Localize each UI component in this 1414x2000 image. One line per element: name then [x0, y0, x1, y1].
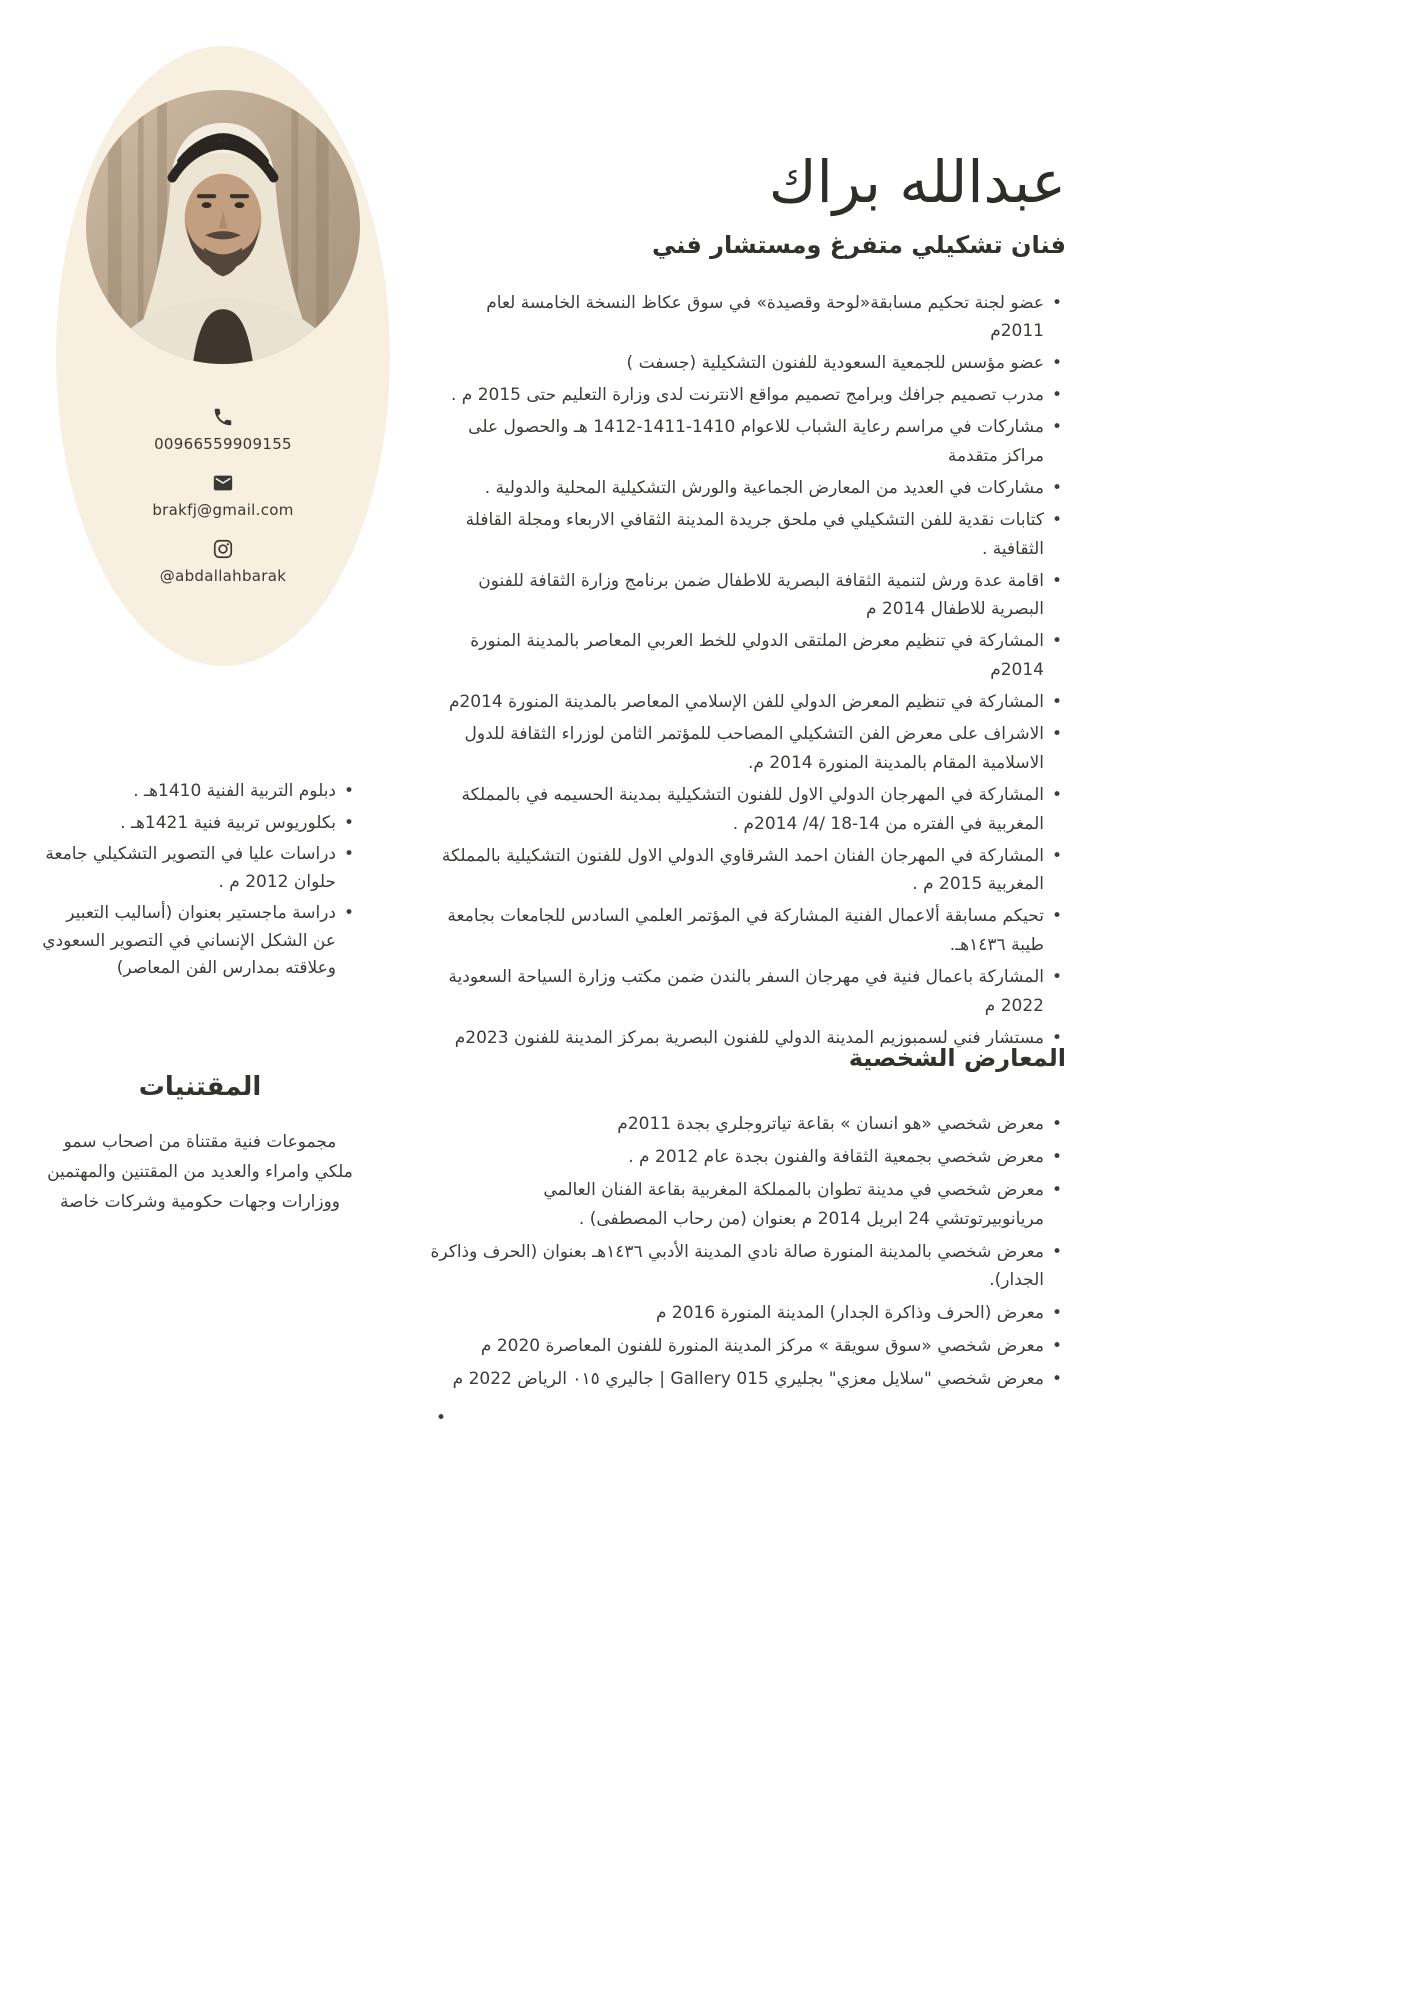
experience-list	[430, 289, 1066, 1053]
collections-text: مجموعات فنية مقتناة من اصحاب سمو ملكي وامراء والعديد من المقتنين والمهتمين ووزارات وجهات حكومية وشركات خاصة	[47, 1132, 353, 1212]
sidebar-oval-background	[56, 46, 390, 666]
experience-item: • مستشار فني لسمبوزيم المدينة الدولي للفنون البصرية بمركز المدينة للفنون 2023م	[430, 1024, 1066, 1053]
instagram-handle: @abdallahbarak	[159, 567, 287, 585]
exhibition-item: • معرض شخصي «سوق سويقة » مركز المدينة المنورة للفنون المعاصرة 2020 م	[430, 1332, 1066, 1361]
contact-phone	[154, 406, 292, 453]
page-subtitle: فنان تشكيلي متفرغ ومستشار فني	[652, 230, 1066, 259]
phone-number: 00966559909155	[154, 435, 292, 453]
experience-item: • مدرب تصميم جرافك وبرامج تصميم مواقع الانترنت لدى وزارة التعليم حتى 2015 م .	[430, 381, 1066, 410]
profile-photo	[86, 90, 360, 364]
experience-item: • الاشراف على معرض الفن التشكيلي المصاحب للمؤتمر الثامن لوزراء الثقافة للدول الاسلامية المقام بالمدينة المنورة 2014 م.	[430, 720, 1066, 778]
exhibitions-title: المعارض الشخصية	[848, 1044, 1066, 1072]
education-item: • دراسة ماجستير بعنوان (أساليب التعبير عن الشكل الإنساني في التصوير السعودي وعلاقته بمدارس الفن المعاصر)	[42, 900, 358, 983]
phone-icon	[212, 406, 234, 428]
exhibitions-section	[430, 1044, 1066, 1428]
exhibition-item: • معرض شخصي بجمعية الثقافة والفنون بجدة عام 2012 م .	[430, 1143, 1066, 1172]
education-list	[42, 778, 358, 987]
collections-section	[42, 1072, 358, 1217]
exhibition-item: • معرض شخصي «هو انسان » بقاعة تياتروجلري بجدة 2011م	[430, 1110, 1066, 1139]
exhibition-item: • معرض شخصي في مدينة تطوان بالمملكة المغربية بقاعة الفنان العالمي مريانوبيرتوتشي 24 ابريل 2014 م بعنوان (من رحاب المصطفى) .	[430, 1176, 1066, 1234]
envelope-icon	[212, 472, 234, 494]
experience-item: • تحيكم مسابقة ألاعمال الفنية المشاركة في المؤتمر العلمي السادس للجامعات بجامعة طيبة ١٤٣٦هـ.	[430, 902, 1066, 960]
portrait-illustration	[86, 90, 360, 364]
main-header	[430, 146, 1066, 1056]
experience-item: • المشاركة في المهرجان الدولي الاول للفنون التشكيلية بمدينة الحسيمه في بالمملكة المغربية في الفتره من 14-18 /4/ 2014م .	[430, 781, 1066, 839]
empty-bullet: •	[436, 1408, 447, 1429]
experience-item: • اقامة عدة ورش لتنمية الثقافة البصرية للاطفال ضمن برنامج وزارة الثقافة للفنون البصرية للاطفال 2014 م	[430, 567, 1066, 625]
exhibition-item: • معرض شخصي "سلايل معزي" بجليري Gallery 015 | جاليري ٠١٥ الرياض 2022 م	[430, 1365, 1066, 1394]
collections-title: المقتنيات	[138, 1072, 262, 1102]
education-item: • بكلوريوس تربية فنية 1421هـ .	[42, 810, 358, 838]
experience-item: • مشاركات في العديد من المعارض الجماعية والورش التشكيلية المحلية والدولية .	[430, 474, 1066, 503]
email-address: brakfj@gmail.com	[152, 501, 294, 519]
contact-instagram	[160, 538, 286, 585]
experience-item: • مشاركات في مراسم رعاية الشباب للاعوام 1410-1411-1412 هـ والحصول على مراكز متقدمة	[430, 413, 1066, 471]
experience-item: • المشاركة في تنظيم المعرض الدولي للفن الإسلامي المعاصر بالمدينة المنورة 2014م	[430, 688, 1066, 717]
education-item: • دراسات عليا في التصوير التشكيلي جامعة حلوان 2012 م .	[42, 841, 358, 896]
experience-item: • المشاركة في تنظيم معرض الملتقى الدولي للخط العربي المعاصر بالمدينة المنورة 2014م	[430, 627, 1066, 685]
experience-item: • كتابات نقدية للفن التشكيلي في ملحق جريدة المدينة الثقافي الاربعاء ومجلة القافلة الثقافية .	[430, 506, 1066, 564]
experience-item: • المشاركة باعمال فنية في مهرجان السفر بالندن ضمن مكتب وزارة السياحة السعودية 2022 م	[430, 963, 1066, 1021]
experience-item: • عضو مؤسس للجمعية السعودية للفنون التشكيلية (جسفت )	[430, 349, 1066, 378]
exhibition-item: • معرض شخصي بالمدينة المنورة صالة نادي المدينة الأدبي ١٤٣٦هـ بعنوان (الحرف وذاكرة الجدار).	[430, 1238, 1066, 1296]
contact-block	[152, 406, 293, 585]
experience-item: • المشاركة في المهرجان الفنان احمد الشرقاوي الدولي الاول للفنون التشكيلية بالمملكة المغربية 2015 م .	[430, 842, 1066, 900]
contact-email	[152, 472, 293, 519]
exhibitions-list	[430, 1110, 1066, 1394]
instagram-icon	[212, 538, 234, 560]
experience-item: • عضو لجنة تحكيم مسابقة«لوحة وقصيدة» في سوق عكاظ النسخة الخامسة لعام 2011م	[430, 289, 1066, 347]
exhibition-item: • معرض (الحرف وذاكرة الجدار) المدينة المنورة 2016 م	[430, 1299, 1066, 1328]
page-title: عبدالله براك	[768, 148, 1066, 216]
education-item: • دبلوم التربية الفنية 1410هـ .	[42, 778, 358, 806]
